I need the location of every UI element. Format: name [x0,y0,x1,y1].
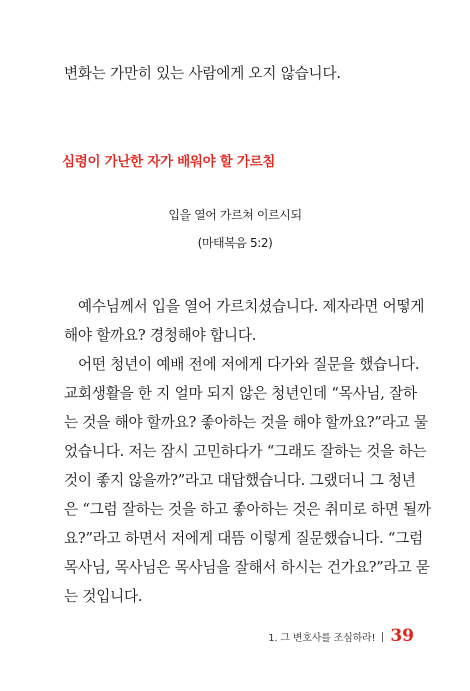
paragraph-line: 은 “그럼 잘하는 것을 하고 좋아하는 것은 취미로 하면 될까 [64,501,431,518]
page-footer [268,626,414,646]
paragraph-line: 었습니다. 저는 잠시 고민하다가 “그래도 잘하는 것을 하는 [64,443,427,460]
chapter-title: 1. 그 변호사를 조심하라! [268,633,376,644]
intro-line: 변화는 가만히 있는 사람에게 오지 않습니다. [64,65,341,82]
verse-text: 입을 열어 가르쳐 이르시되 [168,208,302,222]
section-heading: 심령이 가난한 자가 배워야 할 가르침 [62,154,276,170]
paragraph-line: 교회생활을 한 지 얼마 되지 않은 청년인데 “목사님, 잘하 [64,385,417,402]
paragraph-line: 목사님, 목사님은 목사님을 잘해서 하시는 건가요?”라고 묻 [64,559,430,576]
page-number: 39 [390,626,414,646]
paragraph-line: 것이 좋지 않을까?”라고 대답했습니다. 그랬더니 그 청년 [64,472,416,489]
paragraph-line: 해야 할까요? 경청해야 합니다. [64,327,257,344]
paragraph-line: 어떤 청년이 예배 전에 저에게 다가와 질문을 했습니다. [78,356,420,373]
paragraph-line: 예수님께서 입을 열어 가르치셨습니다. 제자라면 어떻게 [78,298,425,315]
paragraph-line: 는 것입니다. [64,588,143,605]
verse-reference: (마태복음 5:2) [197,236,273,250]
paragraph-line: 는 것을 해야 할까요? 좋아하는 것을 해야 할까요?”라고 물 [64,414,428,431]
footer-divider [382,632,383,642]
paragraph-line: 요?”라고 하면서 저에게 대뜸 이렇게 질문했습니다. “그럼 [64,530,423,547]
